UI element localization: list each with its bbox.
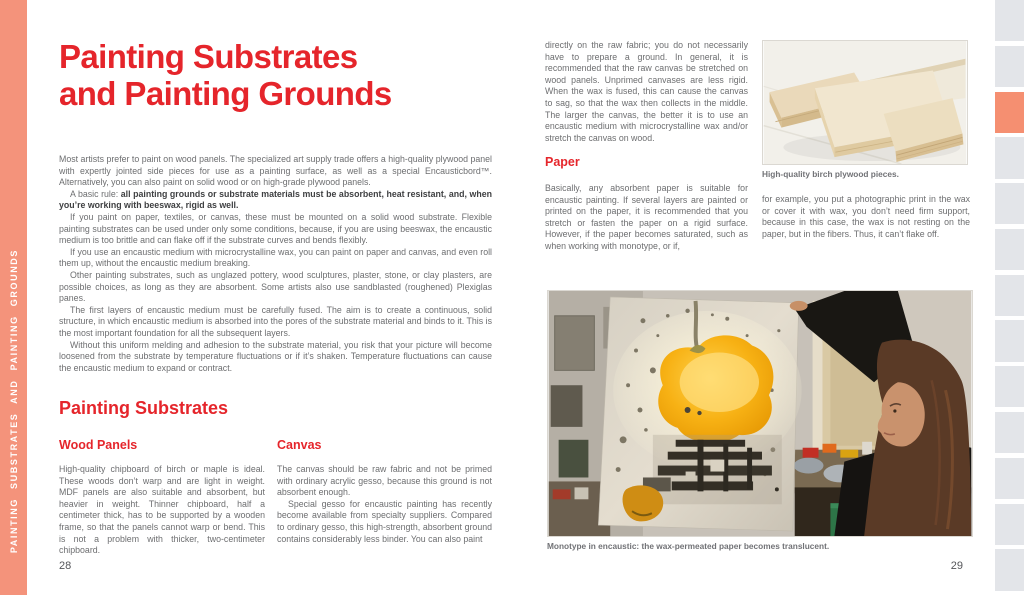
right-column-1 <box>545 40 748 144</box>
dark-ink-structure <box>643 435 782 504</box>
paragraph: Other painting substrates, such as unglazed pottery, wood sculptures, plaster, stone, or clay plasters, are possible choices, as long as they are absorbent. Some artists also use sandblasted (roughened) Plexiglas panes. <box>59 269 492 304</box>
plywood-photo-caption: High-quality birch plywood pieces. <box>762 169 899 179</box>
chapter-tab <box>995 549 1024 590</box>
paragraph: Without this uniform melding and adhesion to the substrate material, you risk that your picture will become loosened from the substrate by temperature fluctuations or if it’s shaken. Temperature fluctuations can cause the encaustic medium to expand or contract. <box>59 339 492 373</box>
chapter-tab <box>995 229 1024 270</box>
monotype-photo-figure <box>547 290 975 551</box>
chapter-tab <box>995 366 1024 407</box>
paragraph: High-quality chipboard of birch or maple is ideal. These woods don’t warp and are light in weight. MDF panels are also suitable and absorbent, but heavier in weight. Thinner chipboard, half a centimeter thick, has to be supported by a wooden frame, so that the panels cannot warp or bend. This is not a problem with thicker, two-centimeter chipboard. <box>59 464 265 556</box>
chapter-tab <box>995 458 1024 499</box>
two-column-block <box>59 438 492 557</box>
paragraph-lead: A basic rule: <box>70 188 121 199</box>
intro-text-block <box>59 154 492 374</box>
page-title <box>59 38 392 112</box>
page-number-left: 28 <box>59 560 72 572</box>
artist-hair <box>864 340 971 536</box>
section-heading: Painting Substrates <box>59 398 229 418</box>
paragraph: If you use an encaustic medium with microcrystalline wax, you can paint on paper and canvas, and even roll them up, without the encaustic medium breaking. <box>59 246 492 269</box>
chapter-tab <box>995 412 1024 453</box>
column-body-wood-panels <box>59 464 265 557</box>
plywood-photo <box>762 40 968 165</box>
column-heading-wood-panels: Wood Panels <box>59 438 138 452</box>
column-body-canvas <box>277 464 492 545</box>
monotype-photo <box>547 290 973 537</box>
paragraph: The canvas should be raw fabric and not be primed with ordinary acrylic gesso, because this ground is not absorbent enough. <box>277 464 492 498</box>
paragraph <box>59 189 492 212</box>
paragraph: directly on the raw fabric; you do not necessarily have to prepare a ground. In general, it is recommended that the raw canvas be stretched on wood panels. Unprimed canvases are less rigid. When the wax is fused, this can cause the canvas to sag, so that the wax then collects in the middle. The larger the canvas, the better it is to use an encaustic medium with microcrystalline wax and/or stretch the canvas on wood. <box>545 40 748 143</box>
paper-heading: Paper <box>545 155 580 169</box>
right-column-2 <box>762 194 970 240</box>
page-tab-rail <box>995 0 1024 595</box>
paragraph: The first layers of encaustic medium must be carefully fused. The aim is to create a continuous, solid structure, in which encaustic medium is absorbed into the pores of the substrate material and binds to it. This is the most important foundation for all the subsequent layers. <box>59 304 492 338</box>
chapter-tab <box>995 275 1024 316</box>
chapter-vertical-label: PAINTING SUBSTRATES AND PAINTING GROUNDS <box>8 248 19 553</box>
paper-body <box>545 183 748 253</box>
paragraph: If you paint on paper, textiles, or canvas, these must be mounted on a solid wood substrate. Flexible painting substrates can be used under only some conditions, because, if you are using beeswax, the encaustic medium is too brittle and can flake off if the substrate curves and bends flexibly. <box>59 211 492 246</box>
paragraph: for example, you put a photographic print in the wax or cover it with wax, you don’t need firm support, because in this case, the wax is not resting on the paper, but in the fibers. Thus, it can’t flake off. <box>762 194 970 239</box>
left-page <box>59 0 492 595</box>
chapter-sidebar <box>0 0 27 595</box>
chapter-tab <box>995 46 1024 87</box>
paragraph: Most artists prefer to paint on wood panels. The specialized art supply trade offers a high-quality plywood panel with expertly jointed side pieces for use as a painting surface, as well as a special Encausticbord™. Alternatively, you can also paint on solid wood or on high-grade plywood panels. <box>59 154 492 188</box>
page-number-right: 29 <box>950 560 963 572</box>
chapter-tab <box>995 0 1024 41</box>
paragraph: Special gesso for encaustic painting has recently become available from specialty suppliers. Compared to ordinary gesso, this high-strength, absorbent ground contains considerably less binder. You can also paint <box>277 498 492 544</box>
plywood-photo-figure <box>762 40 970 179</box>
chapter-tab <box>995 320 1024 361</box>
chapter-tab <box>995 137 1024 178</box>
artist-hand <box>790 301 808 311</box>
column-wood-panels <box>59 438 265 557</box>
paragraph-bold-rule: all painting grounds or substrate materials must be absorbent, heat resistant, and, when you’re working with beeswax, rigid as well. <box>59 188 492 211</box>
page-title-line2: and Painting Grounds <box>59 75 392 112</box>
paragraph: Basically, any absorbent paper is suitable for encaustic painting. If several layers are painted or printed on the paper, it is recommended that you stretch or fasten the paper on a rigid surface. However, if the paper becomes saturated, such as when working with monotype, or if, <box>545 183 748 251</box>
chapter-tab <box>995 183 1024 224</box>
column-heading-canvas: Canvas <box>277 438 322 452</box>
chapter-tab <box>995 504 1024 545</box>
active-chapter-tab <box>995 92 1024 133</box>
right-page <box>545 0 975 595</box>
column-canvas <box>277 438 492 557</box>
monotype-photo-caption: Monotype in encaustic: the wax-permeated paper becomes translucent. <box>547 541 830 551</box>
page-title-line1: Painting Substrates <box>59 38 358 75</box>
monotype-paper-sheet <box>598 297 801 531</box>
